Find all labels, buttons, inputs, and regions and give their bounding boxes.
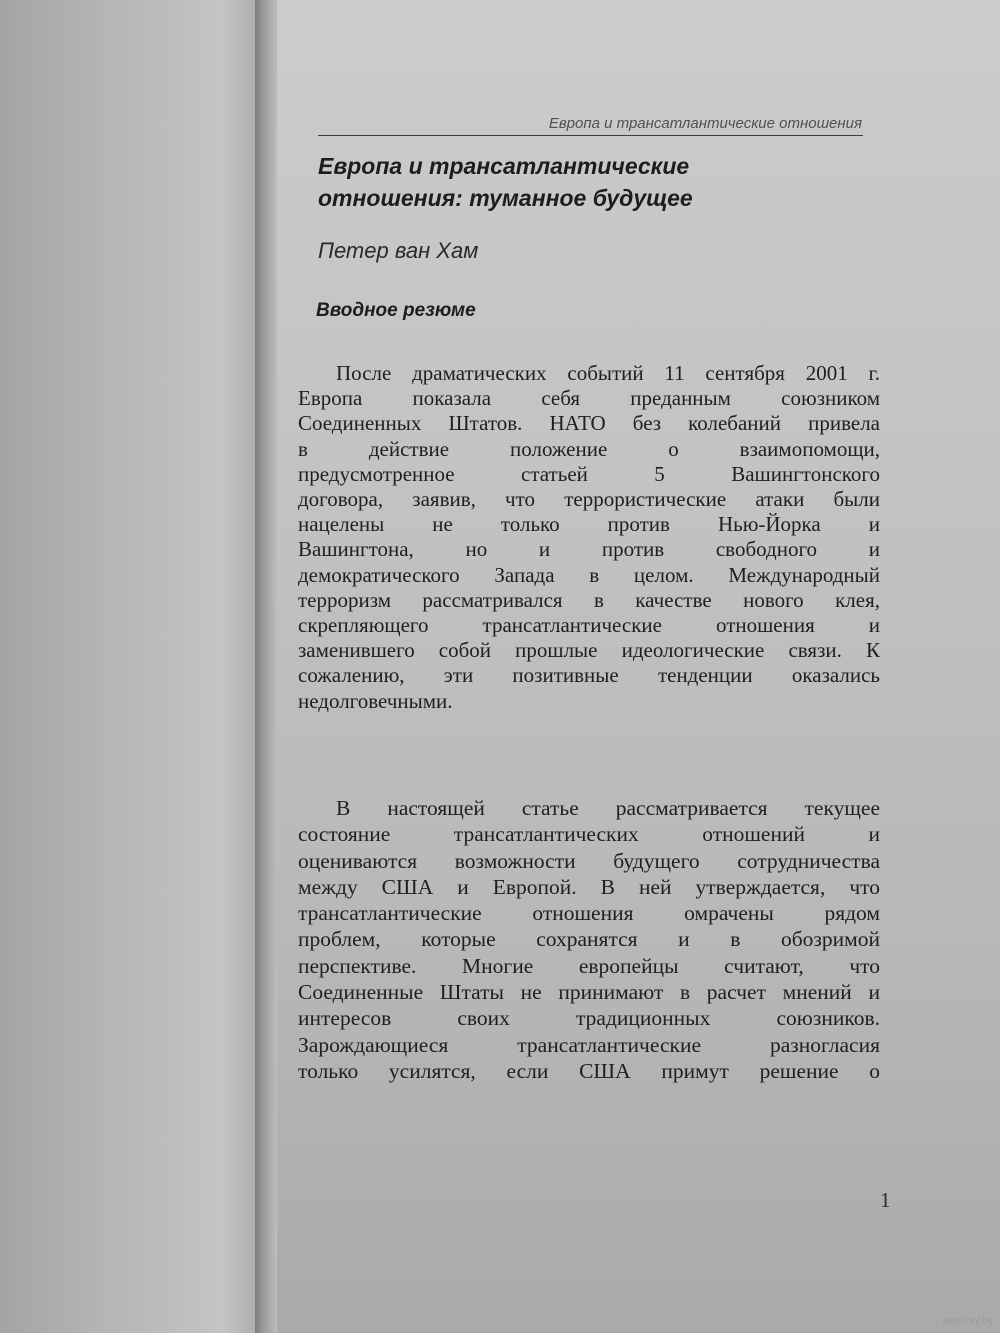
text-line: нацелены не только против Нью-Йорка и — [298, 512, 880, 537]
text-line: Соединенных Штатов. НАТО без колебаний привела — [298, 411, 880, 436]
author-name: Петер ван Хам — [318, 238, 479, 263]
text-line: сожалению, эти позитивные тенденции оказались — [298, 663, 880, 688]
watermark: www.ay.by — [942, 1315, 994, 1327]
left-page — [0, 0, 262, 1333]
text-line: После драматических событий 11 сентября 2001 г. — [336, 361, 880, 385]
text-line: предусмотренное статьей 5 Вашингтонского — [298, 461, 880, 486]
text-line: терроризм рассматривался в качестве нового клея, — [298, 587, 880, 612]
paragraph-2 — [298, 795, 880, 1084]
header-rule — [318, 135, 863, 136]
text-line: Вашингтона, но и против свободного и — [298, 537, 880, 562]
text-line: недолговечными. — [298, 688, 453, 713]
text-line: Европа показала себя преданным союзником — [298, 386, 880, 411]
paragraph-1 — [298, 361, 880, 714]
text-line: демократического Запада в целом. Международный — [298, 562, 880, 587]
running-head: Европа и трансатлантические отношения — [548, 115, 862, 132]
article-title — [318, 150, 693, 214]
title-line: Европа и трансатлантические — [318, 153, 690, 179]
text-line: оцениваются возможности будущего сотрудничества — [298, 848, 880, 873]
text-line: В настоящей статье рассматривается текущее — [336, 796, 880, 820]
text-line: интересов своих традиционных союзников. — [298, 1006, 880, 1031]
text-line: перспективе. Многие европейцы считают, что — [298, 953, 880, 978]
text-line: Соединенные Штаты не принимают в расчет мнений и — [298, 980, 880, 1005]
text-line: трансатлантические отношения омрачены рядом — [298, 901, 880, 926]
text-line: между США и Европой. В ней утверждается, что — [298, 874, 880, 899]
text-line: состояние трансатлантических отношений и — [298, 822, 880, 847]
page-number: 1 — [880, 1188, 891, 1212]
text-line: проблем, которые сохранятся и в обозримой — [298, 927, 880, 952]
text-line: Зарождающиеся трансатлантические разногласия — [298, 1032, 880, 1057]
title-line: отношения: туманное будущее — [318, 185, 693, 211]
text-line: только усилятся, если США примут решение о — [298, 1058, 880, 1083]
text-line: договора, заявив, что террористические атаки были — [298, 487, 880, 512]
text-line: заменившего собой прошлые идеологические связи. К — [298, 638, 880, 663]
text-line: в действие положение о взаимопомощи, — [298, 436, 880, 461]
book-gutter — [255, 0, 277, 1333]
section-heading: Вводное резюме — [316, 300, 476, 321]
text-line: скрепляющего трансатлантические отношения и — [298, 613, 880, 638]
